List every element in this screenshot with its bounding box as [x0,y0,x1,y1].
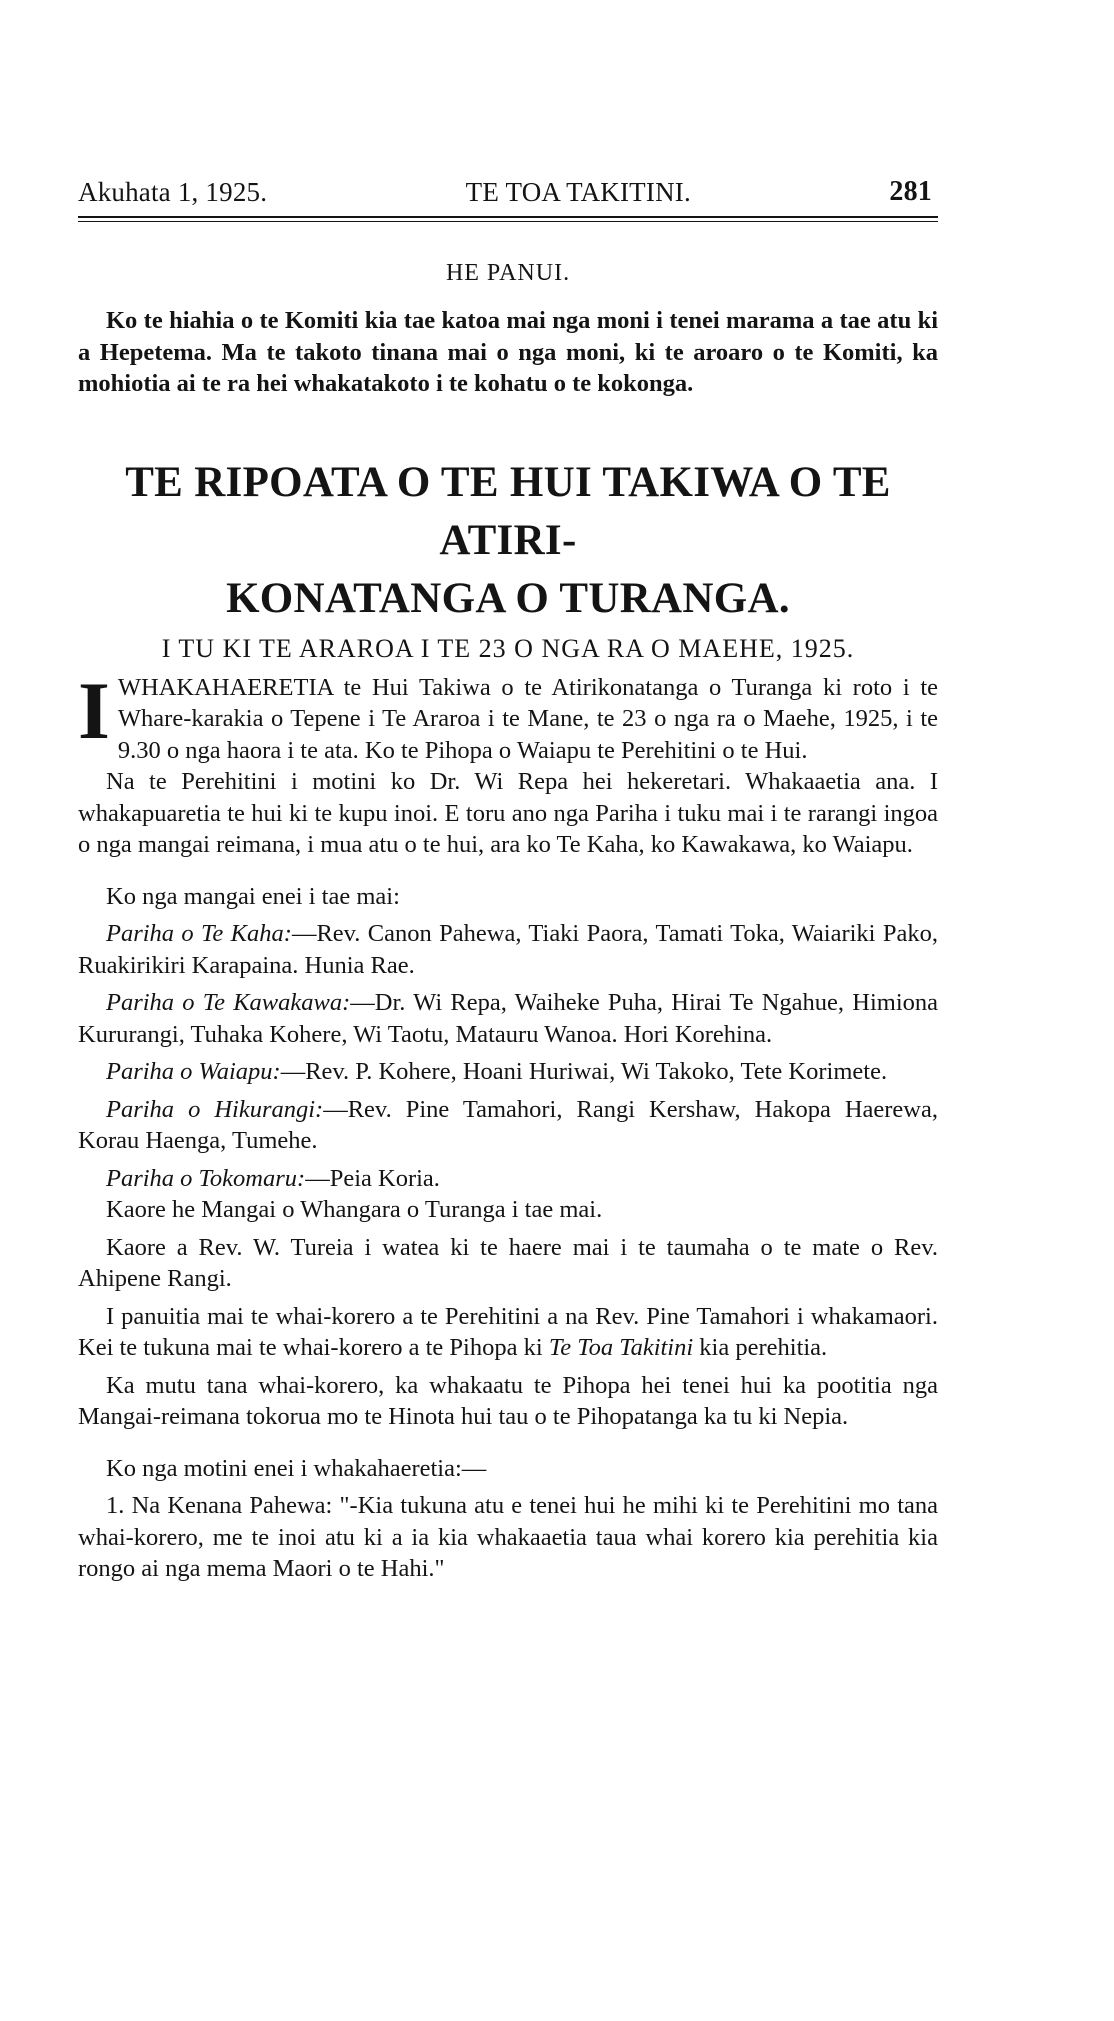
report-title-line-1: TE RIPOATA O TE HUI TAKIWA O TE ATIRI- [125,458,891,564]
document-page [78,170,938,1585]
parish-name: Pariha o Waiapu: [106,1058,281,1085]
header-rule [78,216,938,222]
parish-members: —Peia Koria. [305,1164,440,1192]
running-header [78,170,938,210]
motion-1: 1. Na Kenana Pahewa: "-Kia tukuna atu e tenei hui he mihi ki te Perehitini mo tana whai-korero, me te inoi atu ki a ia kia whakaaetia taua whai korero kia perehitia kia rongo ai nga mema Maori o te Hahi." [78,1492,938,1582]
parish-list [78,918,938,1194]
notice-title: HE PANUI. [445,260,571,286]
parish-entry [78,918,938,981]
report-paragraph-6-text-b: kia perehitia. [693,1334,828,1361]
notice-body: Ko te hiahia o te Komiti kia tae katoa mai nga moni i tenei marama a tae atu ki a Hepetema. Ma te takoto tinana mai o nga moni, ki te aroaro o te Komiti, ka mohiotia ai te ra hei whakatakoto i te kohatu o te kokonga. [78,307,938,397]
report-paragraph-7: Ka mutu tana whai-korero, ka whakaatu te Pihopa hei tenei hui ka pootitia nga Mangai-reimana tokorua mo te Hinota hui tau o te Pihopatanga ka tu ki Nepia. [78,1371,938,1430]
parish-entry [78,1094,938,1157]
parish-members: —Rev. Canon Pahewa, Tiaki Paora, Tamati Toka, Waiariki Pako, Ruakirikiri Karapaina. Hunia Rae. [78,920,938,979]
parish-entry [78,987,938,1050]
report-paragraph-8: Ko nga motini enei i whakahaeretia:— [106,1454,487,1482]
parish-name: Pariha o Te Kawakawa: [106,989,351,1016]
report-paragraph-6-text-a: I panuitia mai te whai-korero a te Perehitini a na Rev. Pine Tamahori i whakamaori. Kei te tukuna mai te whai-korero a te Pihopa ki [78,1302,938,1361]
parish-members: —Dr. Wi Repa, Waiheke Puha, Hirai Te Ngahue, Himiona Kururangi, Tuhaka Kohere, Wi Taotu, Matauru Wanoa. Hori Korehina. [78,989,938,1048]
header-date: Akuhata 1, 1925. [78,177,268,207]
parish-members: —Rev. Pine Tamahori, Rangi Kershaw, Hakopa Haerewa, Korau Haenga, Tumehe. [78,1095,938,1154]
report-paragraph-5: Kaore a Rev. W. Tureia i watea ki te haere mai i te taumaha o te mate o Rev. Ahipene Rangi. [78,1233,938,1292]
newspaper-title: Te Toa Takitini [548,1334,694,1361]
parish-name: Pariha o Tokomaru: [106,1164,306,1192]
report-date-line: I TU KI TE ARAROA I TE 23 O NGA RA O MAEHE, 1925. [161,633,855,663]
page-number: 281 [889,176,932,207]
parish-name: Pariha o Hikurangi: [106,1095,324,1123]
parish-entry [78,1056,938,1088]
report-paragraph-3: Ko nga mangai enei i tae mai: [106,882,400,910]
drop-cap: I [78,664,110,756]
report-title [78,454,938,628]
report-paragraph-1-text: WHAKAHAERETIA te Hui Takiwa o te Atirikonatanga o Turanga ki roto i te Whare-karakia o Tepene i Te Araroa i te Mane, te 23 o nga ra o Maehe, 1925, i te 9.30 o nga haora i te ata. Ko te Pihopa o Waiapu te Perehitini o te Hui. [117,673,938,764]
parish-name: Pariha o Te Kaha: [106,920,292,947]
report-paragraph-1 [78,664,938,767]
report-paragraph-4: Kaore he Mangai o Whangara o Turanga i tae mai. [106,1196,603,1223]
report-paragraph-2: Na te Perehitini i motini ko Dr. Wi Repa hei hekeretari. Whakaaetia ana. I whakapuaretia te hui ki te kupu inoi. E toru ano nga Pariha i tuku mai i te rarangi ingoa o nga mangai reimana, i mua atu o te hui, ara ko Te Kaha, ko Kawakawa, ko Waiapu. [78,768,938,858]
report-paragraph-6 [78,1301,938,1364]
report-title-line-2: KONATANGA O TURANGA. [226,574,790,622]
parish-entry [78,1163,938,1195]
parish-members: —Rev. P. Kohere, Hoani Huriwai, Wi Takoko, Tete Korimete. [280,1058,888,1085]
header-title: TE TOA TAKITINI. [465,177,691,207]
